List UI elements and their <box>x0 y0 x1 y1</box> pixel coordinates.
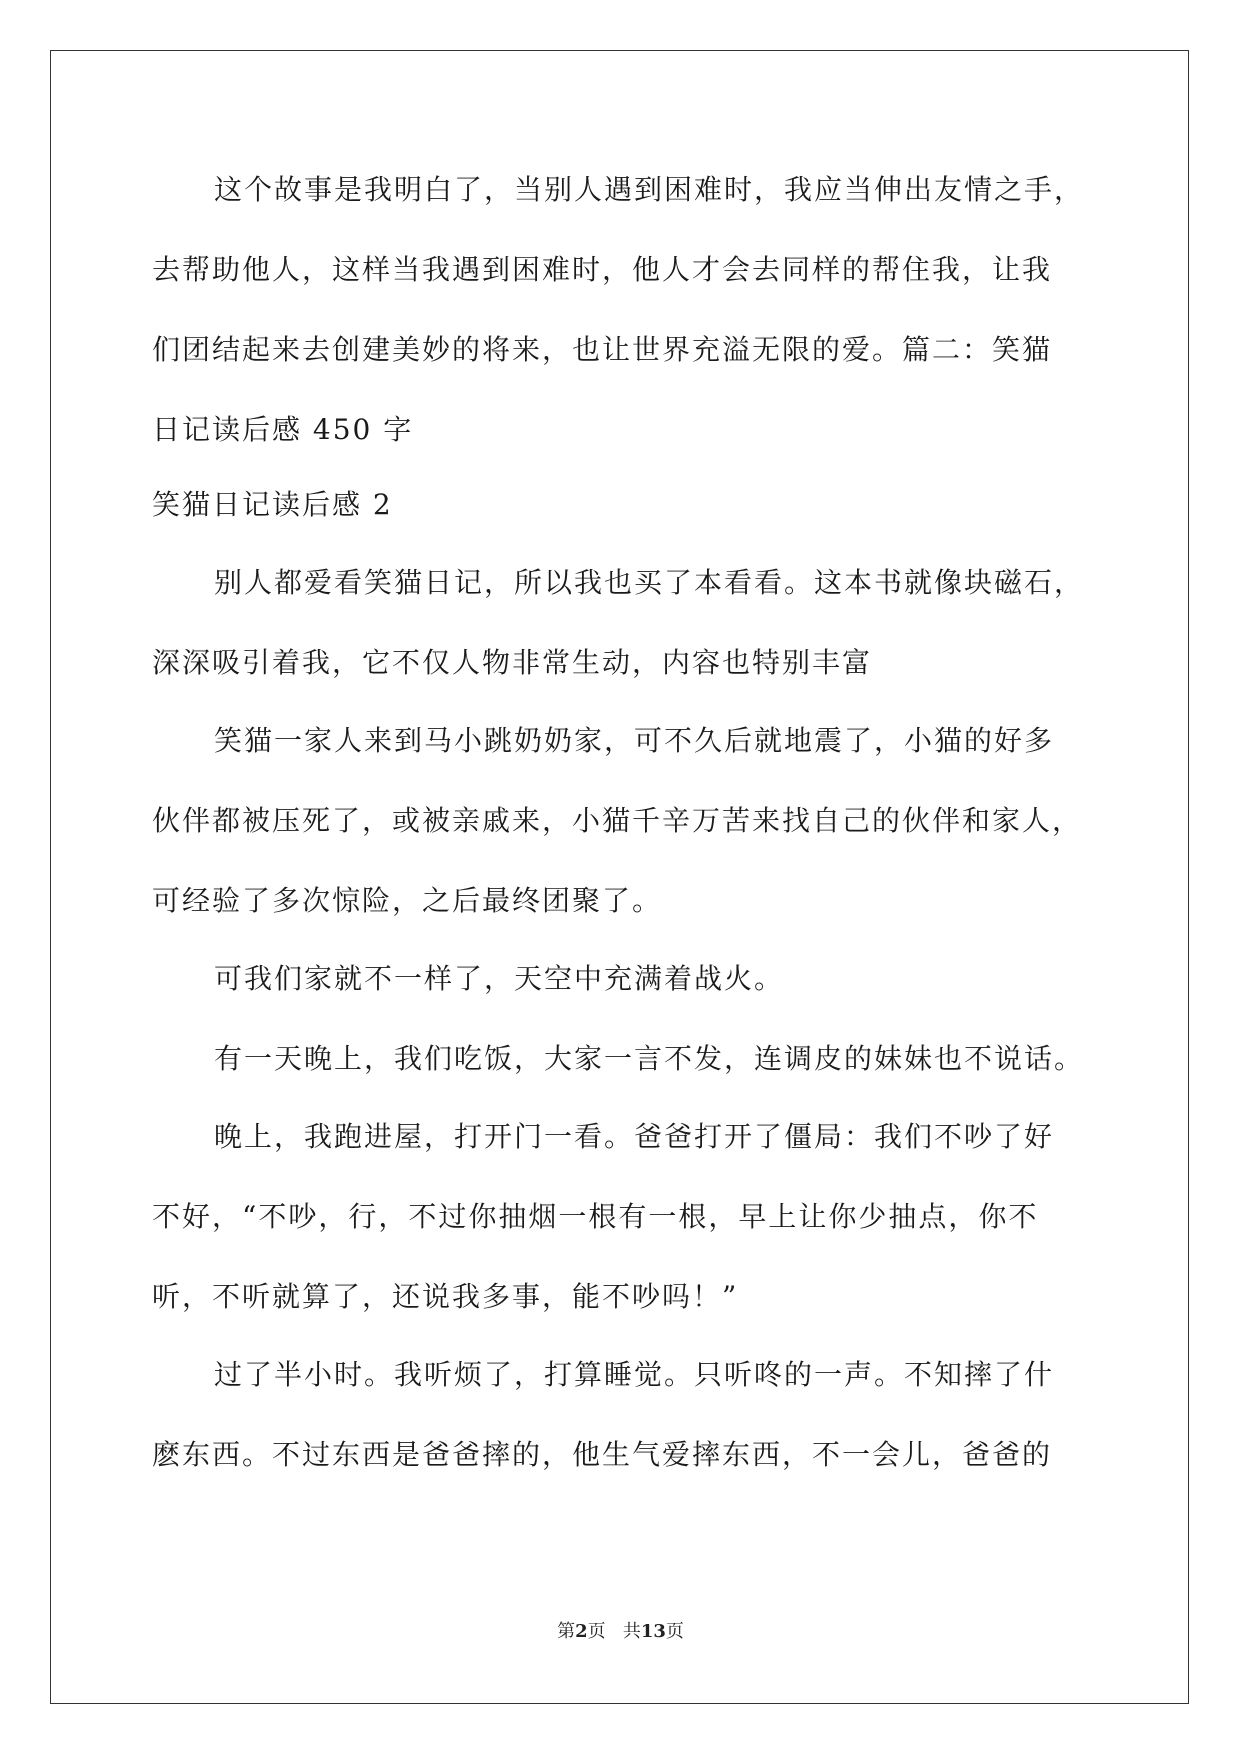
section-heading: 笑猫日记读后感 2 <box>152 488 393 521</box>
text-line: 们团结起来去创建美妙的将来，也让世界充溢无限的爱。篇二：笑猫 <box>152 333 1053 366</box>
page-footer <box>0 1617 1241 1643</box>
text-line: 别人都爱看笑猫日记，所以我也买了本看看。这本书就像块磁石， <box>214 566 1085 599</box>
text-line: 伙伴都被压死了，或被亲戚来，小猫千辛万苦来找自己的伙伴和家人， <box>152 804 1083 837</box>
footer-total-suffix: 页 <box>665 1621 684 1642</box>
footer-page-suffix: 页 <box>587 1621 606 1642</box>
footer-page-number: 2 <box>575 1621 588 1642</box>
text-line: 去帮助他人，这样当我遇到困难时，他人才会去同样的帮住我，让我 <box>152 253 1053 286</box>
text-line: 过了半小时。我听烦了，打算睡觉。只听咚的一声。不知摔了什 <box>214 1358 1055 1391</box>
text-line: 晚上，我跑进屋，打开门一看。爸爸打开了僵局：我们不吵了好 <box>214 1120 1055 1153</box>
text-line: 听，不听就算了，还说我多事，能不吵吗！” <box>152 1280 739 1313</box>
text-line: 笑猫一家人来到马小跳奶奶家，可不久后就地震了，小猫的好多 <box>214 724 1055 757</box>
footer-total-prefix: 共 <box>622 1621 641 1642</box>
text-line: 麽东西。不过东西是爸爸摔的，他生气爱摔东西，不一会儿，爸爸的 <box>152 1438 1053 1471</box>
text-line: 可我们家就不一样了，天空中充满着战火。 <box>214 962 785 995</box>
footer-prefix: 第 <box>557 1621 576 1642</box>
text-line: 有一天晚上，我们吃饭，大家一言不发，连调皮的妹妹也不说话。 <box>214 1042 1085 1075</box>
text-line: 可经验了多次惊险，之后最终团聚了。 <box>152 884 663 917</box>
footer-total-pages: 13 <box>640 1621 666 1642</box>
text-line: 日记读后感 450 字 <box>152 413 414 446</box>
text-line: 不好，“不吵，行，不过你抽烟一根有一根，早上让你少抽点，你不 <box>152 1200 1039 1233</box>
text-line: 这个故事是我明白了，当别人遇到困难时，我应当伸出友情之手， <box>214 173 1085 206</box>
text-line: 深深吸引着我，它不仅人物非常生动，内容也特别丰富 <box>152 646 873 679</box>
